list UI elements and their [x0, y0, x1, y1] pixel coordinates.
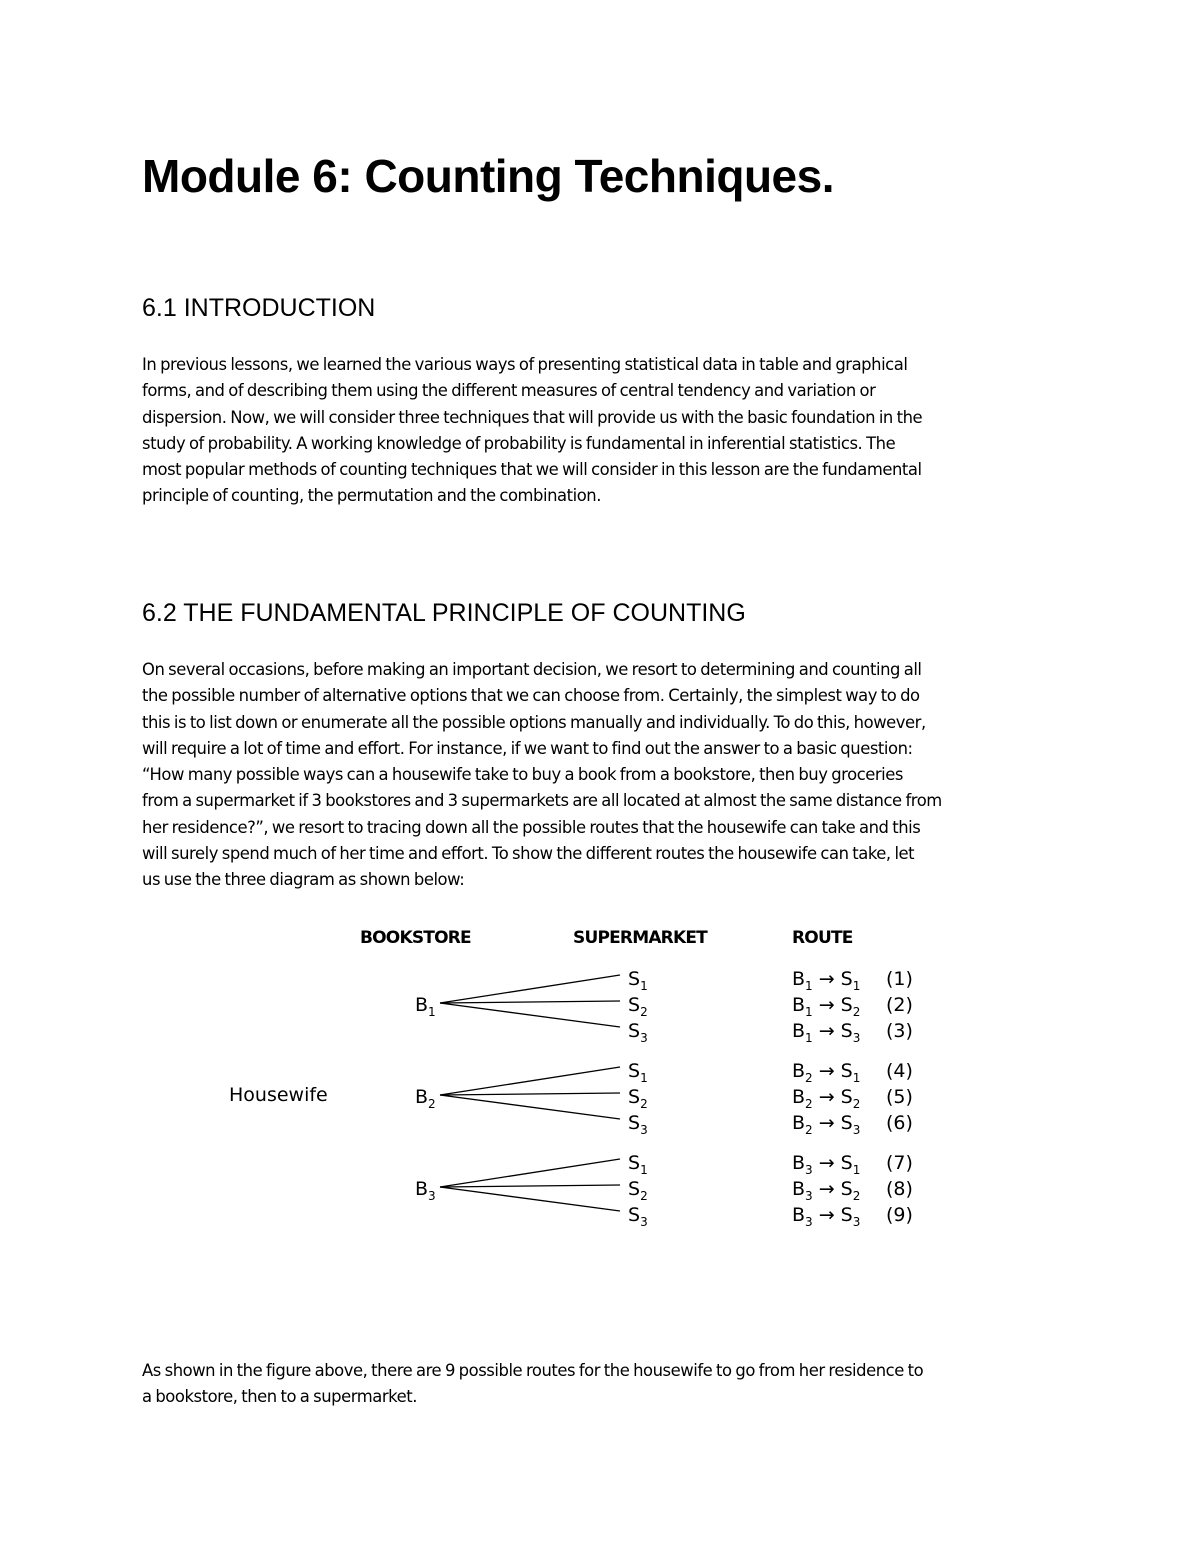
bookstore-header: BOOKSTORE — [360, 928, 471, 948]
route-number: (3) — [886, 1020, 913, 1042]
supermarket-leaf: $S_1$ — [628, 968, 648, 993]
introduction-paragraph — [142, 352, 1072, 510]
paragraph-line: “How many possible ways can a housewife take to buy a book from a bookstore, then buy groceries — [142, 765, 904, 785]
branch-line — [440, 1095, 620, 1119]
branch-line — [440, 1159, 620, 1187]
supermarket-leaf: $S_2$ — [628, 1086, 648, 1111]
route-label: $B_3 \to S_3$ — [792, 1204, 861, 1229]
supermarket-leaf: $S_1$ — [628, 1152, 648, 1177]
paragraph-line: study of probability. A working knowledge of probability is fundamental in inferential statistics. The — [142, 433, 896, 453]
section-heading-introduction: 6.1 INTRODUCTION — [142, 294, 376, 322]
route-label: $B_3 \to S_1$ — [792, 1152, 861, 1177]
paragraph-line: In previous lessons, we learned the various ways of presenting statistical data in table and graphical — [142, 355, 908, 374]
supermarket-leaf: $S_2$ — [628, 994, 648, 1019]
paragraph-line: will surely spend much of her time and effort. To show the different routes the housewife can take, let — [142, 844, 915, 864]
route-label: $B_1 \to S_3$ — [792, 1020, 861, 1045]
tree-branches — [415, 968, 913, 1229]
route-label: $B_3 \to S_2$ — [792, 1178, 861, 1203]
route-number: (4) — [886, 1060, 913, 1082]
route-label: $B_1 \to S_2$ — [792, 994, 861, 1019]
supermarket-leaf: $S_3$ — [628, 1204, 648, 1229]
supermarket-leaf: $S_1$ — [628, 1060, 648, 1085]
route-label: $B_2 \to S_1$ — [792, 1060, 861, 1085]
paragraph-line: this is to list down or enumerate all the possible options manually and individually. To do this, however, — [142, 712, 926, 732]
route-header: ROUTE — [792, 928, 853, 948]
route-number: (7) — [886, 1152, 913, 1174]
route-number: (8) — [886, 1178, 913, 1200]
branch-line — [440, 1001, 620, 1003]
closing-paragraph — [142, 1358, 1072, 1411]
route-label: $B_2 \to S_2$ — [792, 1086, 861, 1111]
route-number: (9) — [886, 1204, 913, 1226]
paragraph-line: principle of counting, the permutation and the combination. — [142, 486, 602, 506]
housewife-label: Housewife — [229, 1084, 328, 1106]
route-number: (5) — [886, 1086, 913, 1108]
section-heading-fundamental-principle: 6.2 THE FUNDAMENTAL PRINCIPLE OF COUNTING — [142, 599, 746, 627]
route-label: $B_2 \to S_3$ — [792, 1112, 861, 1137]
supermarket-header: SUPERMARKET — [573, 928, 707, 948]
fundamental-principle-paragraph — [142, 657, 1072, 894]
branch-line — [440, 1187, 620, 1211]
paragraph-line: from a supermarket if 3 bookstores and 3 supermarkets are all located at almost the same distance from — [142, 791, 942, 811]
paragraph-line: forms, and of describing them using the different measures of central tendency and variation or — [142, 381, 876, 401]
paragraph-line: us use the three diagram as shown below: — [142, 870, 465, 890]
branch-line — [440, 1067, 620, 1095]
paragraph-line: On several occasions, before making an important decision, we resort to determining and counting all — [142, 660, 922, 679]
paragraph-line: most popular methods of counting techniques that we will consider in this lesson are the fundamental — [142, 460, 922, 480]
branch-line — [440, 975, 620, 1003]
paragraph-line: her residence?”, we resort to tracing down all the possible routes that the housewife can take and this — [142, 817, 921, 837]
page-title: Module 6: Counting Techniques. — [142, 150, 835, 202]
route-number: (1) — [886, 968, 913, 990]
branch-line — [440, 1185, 620, 1187]
route-label: $B_1 \to S_1$ — [792, 968, 861, 993]
paragraph-line: a bookstore, then to a supermarket. — [142, 1387, 417, 1407]
supermarket-leaf: $S_3$ — [628, 1112, 648, 1137]
paragraph-line: the possible number of alternative options that we can choose from. Certainly, the simplest way to do — [142, 686, 920, 706]
paragraph-line: will require a lot of time and effort. For instance, if we want to find out the answer to a basic question: — [142, 738, 913, 758]
branch-line — [440, 1093, 620, 1095]
bookstore-node: $B_3$ — [415, 1178, 436, 1203]
supermarket-leaf: $S_3$ — [628, 1020, 648, 1045]
bookstore-node: $B_1$ — [415, 994, 436, 1019]
paragraph-line: As shown in the figure above, there are 9 possible routes for the housewife to go from her residence to — [142, 1361, 924, 1380]
tree-diagram — [0, 900, 1200, 1240]
branch-line — [440, 1003, 620, 1027]
bookstore-node: $B_2$ — [415, 1086, 436, 1111]
paragraph-line: dispersion. Now, we will consider three techniques that will provide us with the basic foundation in the — [142, 407, 923, 427]
route-number: (6) — [886, 1112, 913, 1134]
route-number: (2) — [886, 994, 913, 1016]
supermarket-leaf: $S_2$ — [628, 1178, 648, 1203]
